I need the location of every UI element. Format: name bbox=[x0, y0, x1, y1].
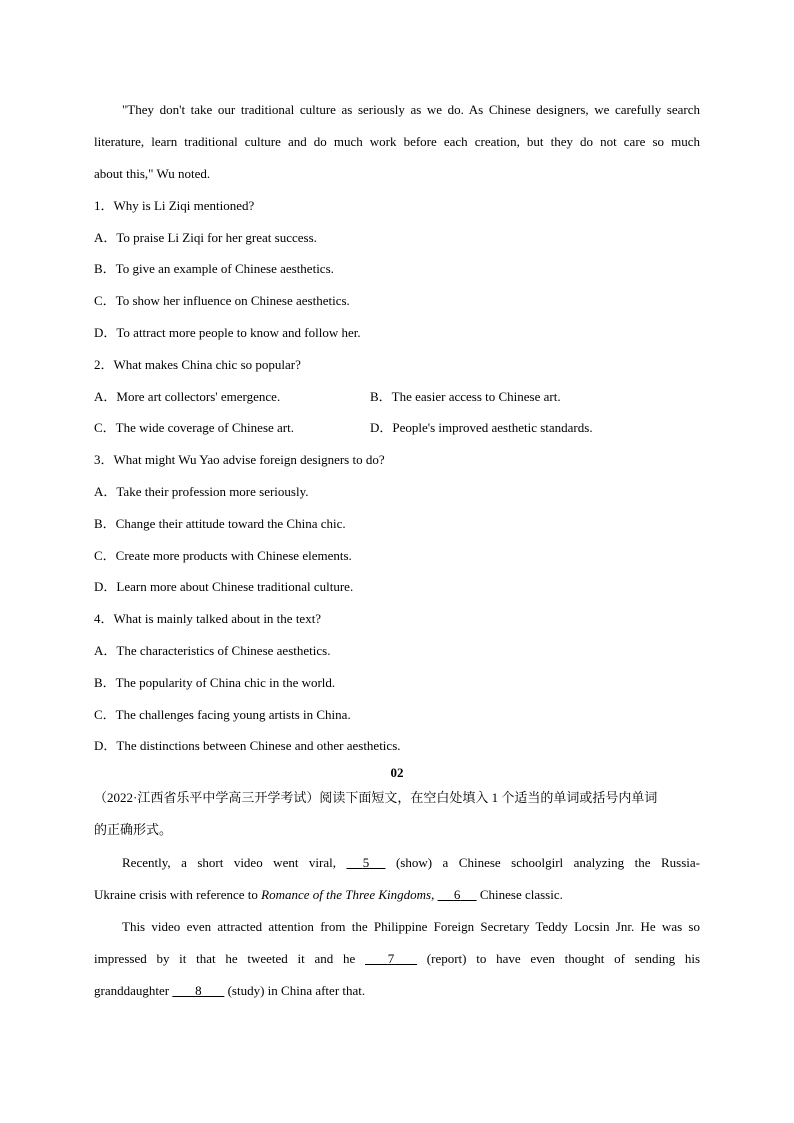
blank-5-number: 5 bbox=[362, 855, 370, 870]
section-number: 02 bbox=[390, 765, 404, 780]
question-4-option-a: A．The characteristics of Chinese aesthetics. bbox=[94, 643, 331, 658]
cloze-line-4 bbox=[94, 951, 700, 967]
passage-line-1: "They don't take our traditional culture as seriously as we do. As Chinese designers, we carefully search bbox=[122, 102, 700, 117]
question-3-option-a: A．Take their profession more seriously. bbox=[94, 484, 309, 499]
question-4-option-d: D．The distinctions between Chinese and other aesthetics. bbox=[94, 738, 401, 753]
blank-8[interactable] bbox=[172, 983, 224, 999]
cloze-text: (study) in China after that. bbox=[227, 983, 366, 998]
cloze-line-3: This video even attracted attention from the Philippine Foreign Secretary Teddy Locsin Jnr. He was so bbox=[122, 919, 700, 934]
blank-6-number: 6 bbox=[453, 887, 461, 902]
question-4-option-c: C．The challenges facing young artists in China. bbox=[94, 707, 351, 722]
cloze-text: granddaughter bbox=[94, 983, 170, 998]
passage-line-2: literature, learn traditional culture and do much work before each creation, but they do not care so much bbox=[94, 134, 700, 149]
cloze-text: impressed by it that he tweeted it and he bbox=[94, 951, 356, 966]
question-1-option-d: D．To attract more people to know and follow her. bbox=[94, 325, 361, 340]
cloze-line-1 bbox=[94, 855, 700, 871]
question-2-option-b: B．The easier access to Chinese art. bbox=[370, 389, 561, 404]
cloze-text: , bbox=[431, 887, 435, 902]
question-1-stem: 1．Why is Li Ziqi mentioned? bbox=[94, 198, 255, 213]
cloze-line-2 bbox=[94, 887, 563, 903]
question-1-option-a: A．To praise Li Ziqi for her great success. bbox=[94, 230, 317, 245]
question-4-stem: 4．What is mainly talked about in the text? bbox=[94, 611, 322, 626]
blank-7[interactable] bbox=[365, 951, 417, 967]
question-4-option-b: B．The popularity of China chic in the world. bbox=[94, 675, 336, 690]
cloze-text: Recently, a short video went viral, bbox=[122, 855, 336, 870]
blank-8-number: 8 bbox=[195, 983, 202, 998]
question-3-option-b: B．Change their attitude toward the China chic. bbox=[94, 516, 346, 531]
question-1-option-c: C．To show her influence on Chinese aesthetics. bbox=[94, 293, 350, 308]
cloze-text: Chinese classic. bbox=[479, 887, 563, 902]
question-2-option-d: D．People's improved aesthetic standards. bbox=[370, 420, 593, 435]
question-2-option-c: C．The wide coverage of Chinese art. bbox=[94, 420, 294, 435]
passage-line-3: about this," Wu noted. bbox=[94, 166, 211, 181]
question-2-row-1 bbox=[94, 389, 700, 405]
cloze-line-5 bbox=[94, 983, 365, 999]
question-1-option-b: B．To give an example of Chinese aesthetics. bbox=[94, 261, 334, 276]
blank-6[interactable] bbox=[438, 887, 477, 903]
blank-7-number: 7 bbox=[387, 951, 395, 966]
blank-5[interactable] bbox=[346, 855, 385, 871]
question-2-row-2 bbox=[94, 420, 700, 436]
section-instruction-line-2: 的正确形式。 bbox=[94, 822, 173, 837]
question-2-stem: 2．What makes China chic so popular? bbox=[94, 357, 301, 372]
cloze-text: (show) a Chinese schoolgirl analyzing the Russia- bbox=[395, 855, 701, 870]
book-title: Romance of the Three Kingdoms bbox=[261, 887, 432, 902]
cloze-text: (report) to have even thought of sending his bbox=[426, 951, 701, 966]
question-3-stem: 3．What might Wu Yao advise foreign designers to do? bbox=[94, 452, 385, 467]
section-instruction-line-1: （2022·江西省乐平中学高三开学考试）阅读下面短文，在空白处填入 1 个适当的单词或括号内单词 bbox=[94, 790, 658, 805]
question-3-option-d: D．Learn more about Chinese traditional culture. bbox=[94, 579, 354, 594]
cloze-text: Ukraine crisis with reference to bbox=[94, 887, 258, 902]
question-3-option-c: C．Create more products with Chinese elements. bbox=[94, 548, 352, 563]
question-2-option-a: A．More art collectors' emergence. bbox=[94, 389, 281, 404]
